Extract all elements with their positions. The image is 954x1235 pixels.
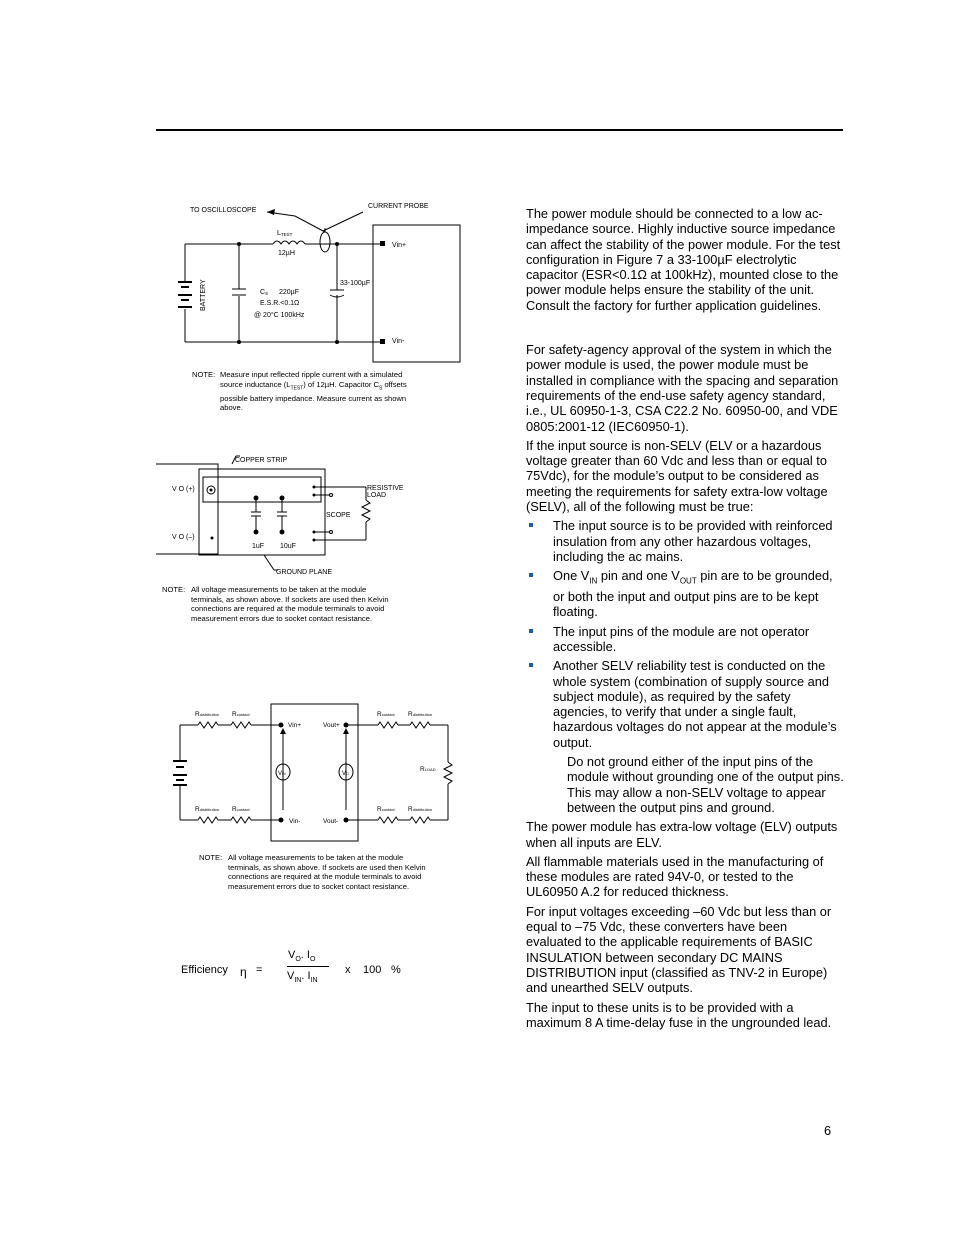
label-vout-plus: Vout+ bbox=[323, 722, 340, 729]
label-cap-10uf: 10uF bbox=[280, 543, 296, 550]
label-cap-1uf: 1uF bbox=[252, 543, 265, 550]
label-to-oscilloscope: TO OSCILLOSCOPE bbox=[190, 207, 257, 214]
copper-strip bbox=[203, 477, 321, 502]
text-column bbox=[526, 206, 846, 1034]
label-vout-minus: Vout- bbox=[323, 818, 339, 825]
paragraph-input-impedance: The power module should be connected to a low ac-impedance source. Highly inductive source impedance can affect the stability of the power module. For the test configuration in Figure 7 a 33-100µF electrolytic capacitor (ESR<0.1Ω at 100kHz), mounted close to the power module helps ensure the stability of the unit. Consult the factory for further application guidelines. bbox=[526, 206, 841, 313]
page-number: 6 bbox=[824, 1123, 832, 1138]
fig2-note: NOTE: All voltage measurements to be taken at the module terminals, as shown above. If sockets are used then Kelvin connections are required at the module terminals to avoid measurement errors due to socket contact resistance. bbox=[162, 585, 389, 623]
label-at-temp: @ 20°C 100kHz bbox=[254, 312, 305, 319]
label-rload: RLOAD bbox=[420, 766, 436, 773]
fraction-bar bbox=[287, 966, 329, 967]
current-probe bbox=[320, 232, 330, 252]
label-battery: BATTERY bbox=[200, 279, 207, 311]
label-scope: SCOPE bbox=[326, 512, 351, 519]
label-inductor-value: 12µH bbox=[278, 250, 295, 257]
label-cs: CS bbox=[260, 289, 269, 296]
efficiency-test-diagram bbox=[168, 700, 468, 845]
header-rule bbox=[156, 129, 843, 131]
output-ripple-diagram bbox=[156, 452, 426, 582]
label-cs-value: 220µF bbox=[279, 289, 299, 296]
label-vin-minus: Vin- bbox=[289, 818, 301, 825]
label-vin-meter: VIN bbox=[278, 771, 286, 777]
ripple-test-diagram bbox=[175, 196, 475, 368]
label-vo-plus: V O (+) bbox=[172, 486, 195, 493]
label-vin-minus: Vin- bbox=[392, 338, 405, 345]
label-cap-value: 33-100µF bbox=[340, 280, 371, 287]
svg-text:Rcontact: Rcontact bbox=[232, 711, 250, 718]
fig1-note: NOTE: Measure input reflected ripple current with a simulated source inductance $(L_{TEST})$ of 12µH. Capacitor $C_S$ offsets possible battery impedance. Measure current as shown above. bbox=[192, 370, 407, 413]
label-ground-plane: GROUND PLANE bbox=[276, 569, 333, 576]
label-esr: E.S.R.<0.1Ω bbox=[260, 300, 300, 307]
bullet-reliability-test: Another SELV reliability test is conducted on the whole system (combination of supply source and subject module), as required by the safety agencies, to verify that under a single fault, hazardous voltages do not appear at the module’s output. bbox=[526, 658, 846, 750]
label-copper-strip: COPPER STRIP bbox=[235, 457, 288, 464]
svg-text:Rdistribution: Rdistribution bbox=[195, 806, 220, 813]
paragraph-non-selv: If the input source is non-SELV (ELV or a hazardous voltage greater than 60 Vdc and less than or equal to 75Vdc), for the module’s output to be considered as meeting the requirements for safety extra-low voltage (SELV), all of the following must be true: bbox=[526, 437, 828, 515]
label-vo-minus: V O (–) bbox=[172, 534, 195, 541]
label-vo-meter: VO bbox=[342, 771, 349, 777]
paragraph-safety: For safety-agency approval of the system in which the power module is used, the power module must be installed in compliance with the spacing and separation requirements of the end-use safety agency standard, i.e., UL 60950-1-3, CSA C22.2 No. 60950-00, and VDE 0805:2001-12 (IEC60950-1). bbox=[526, 342, 839, 434]
label-ltest: LTEST bbox=[277, 230, 293, 237]
label-vin-plus: Vin+ bbox=[392, 242, 407, 249]
svg-text:Rcontact: Rcontact bbox=[377, 806, 395, 813]
paragraph-fuse: The input to these units is to be provided with a maximum 8 A time-delay fuse in the ungrounded lead. bbox=[526, 999, 832, 1030]
paragraph-do-not-ground: Do not ground either of the input pins of the module without grounding one of the output pins. This may allow a non-SELV voltage to appear between the output pins and ground. bbox=[567, 754, 844, 815]
module-box bbox=[373, 225, 460, 362]
paragraph-elv: The power module has extra-low voltage (ELV) outputs when all inputs are ELV. bbox=[526, 819, 838, 850]
svg-text:Rdistribution: Rdistribution bbox=[408, 711, 433, 718]
label-current-probe: CURRENT PROBE bbox=[368, 203, 429, 210]
bullet-operator-access: The input pins of the module are not operator accessible. bbox=[526, 624, 846, 655]
label-vin-plus: Vin+ bbox=[288, 722, 302, 729]
label-load: LOAD bbox=[367, 492, 387, 499]
paragraph-flammable: All flammable materials used in the manufacturing of these modules are rated 94V-0, or tested to the UL60950 A.2 for reduced thickness. bbox=[526, 853, 824, 900]
svg-text:Rdistribution: Rdistribution bbox=[195, 711, 220, 718]
fig3-note: NOTE: All voltage measurements to be taken at the module terminals, as shown above. If sockets are used then Kelvin connections are required at the module terminals to avoid measurement errors due to socket contact resistance. bbox=[199, 853, 426, 891]
inductor bbox=[273, 241, 305, 244]
numerator: $V_O$. $I_O$ bbox=[288, 949, 316, 964]
svg-text:Rcontact: Rcontact bbox=[232, 806, 250, 813]
label-resistive: RESISTIVE bbox=[367, 485, 404, 492]
svg-text:Rdistribution: Rdistribution bbox=[408, 806, 433, 813]
bullet-reinforced-insulation: The input source is to be provided with reinforced insulation from any other hazardous voltages, including the ac mains. bbox=[526, 518, 846, 564]
denominator: $V_{IN}$. $I_{IN}$ bbox=[287, 970, 318, 985]
paragraph-tnv: For input voltages exceeding –60 Vdc but less than or equal to –75 Vdc, these converters have been evaluated to the applicable requirements of BASIC INSULATION between secondary DC MAINS DISTRIBUTION input (classified as TNV-2 in Europe) and unearthed SELV outputs. bbox=[526, 903, 832, 996]
bullet-grounding: One $V_{IN}$ pin and one $V_{OUT}$ pin are to be grounded, or both the input and output pins are to be kept floating. bbox=[526, 568, 846, 619]
svg-text:Rcontact: Rcontact bbox=[377, 711, 395, 718]
